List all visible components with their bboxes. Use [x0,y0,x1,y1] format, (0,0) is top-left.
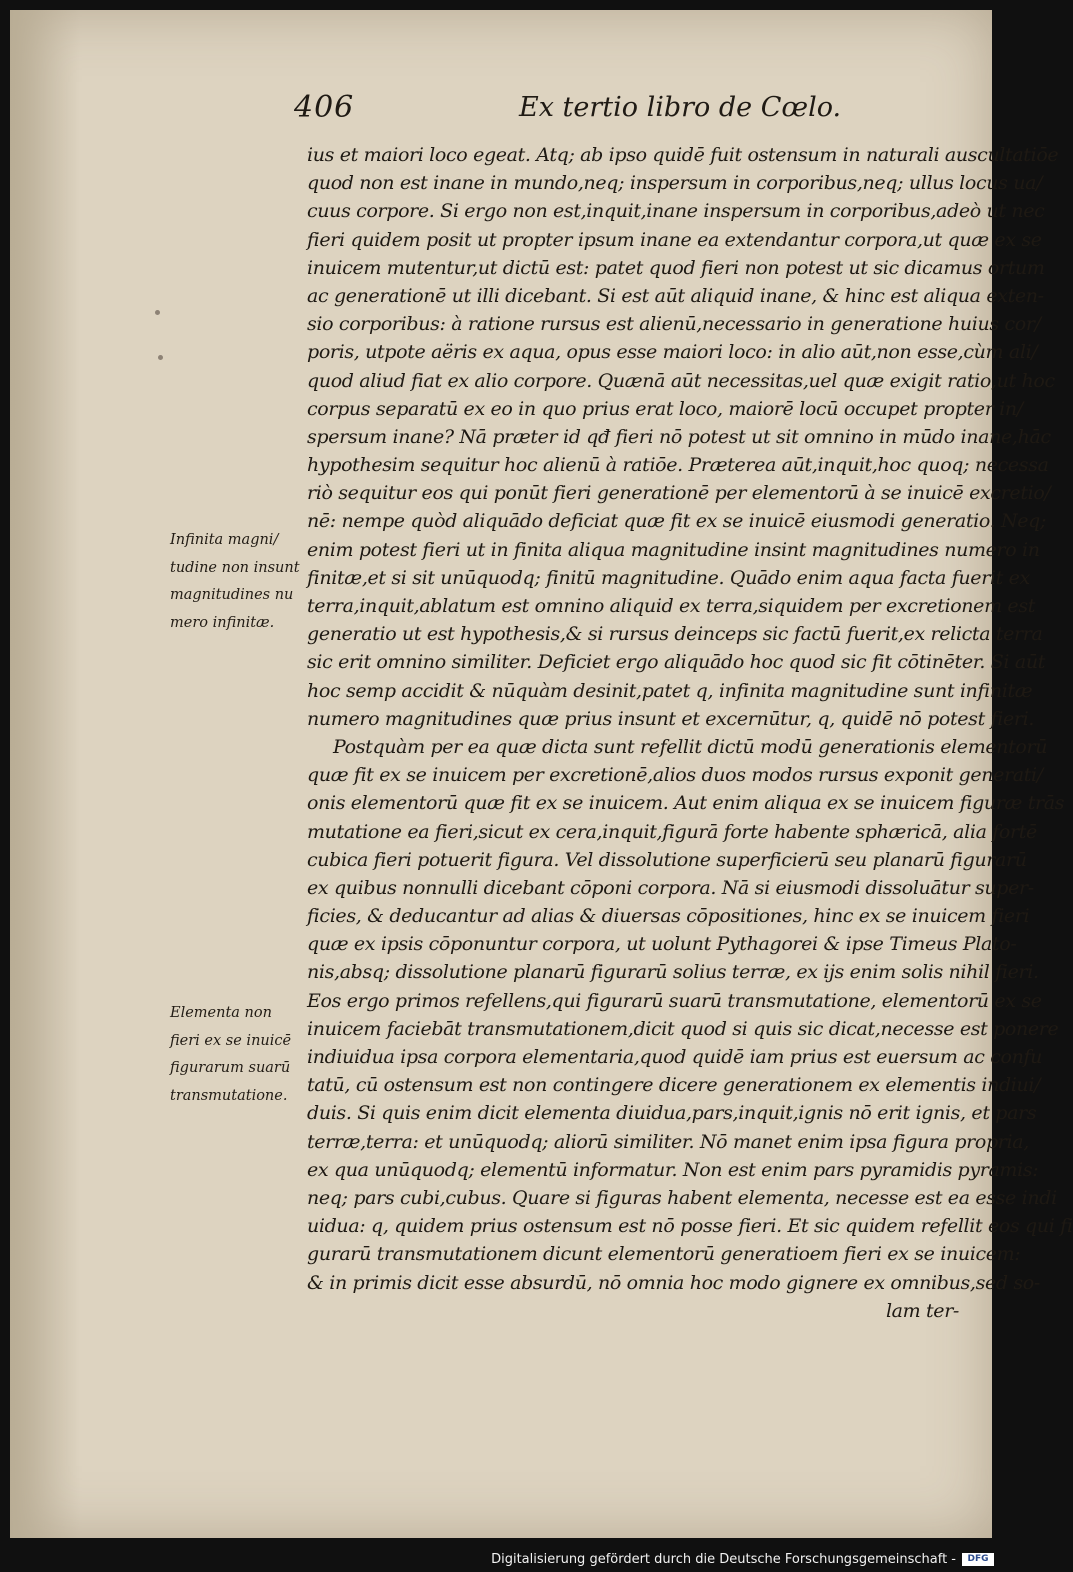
text-line: onis elementorū quæ fit ex se inuicem. Aut enim aliqua ex se inuicem figuræ trās [307,792,1065,815]
digitization-footer [0,1548,1000,1572]
body-text [307,141,1073,1325]
text-line: quæ ex ipsis cōponuntur corpora, ut uolunt Pythagorei & ipse Timeus Plato- [307,933,1017,956]
text-line: enim potest fieri ut in finita aliqua magnitudine insint magnitudines numero in [307,538,1040,561]
text-line: inuicem mutentur,ut dictū est: patet quod fieri non potest ut sic dicamus ortum [307,256,1045,279]
text-line: Eos ergo primos refellens,qui figurarū suarū transmutatione, elementorū ex se [307,989,1042,1012]
running-title: Ex tertio libro de Cœlo. [519,92,842,123]
text-line: duis. Si quis enim dicit elementa diuidua,pars,inquit,ignis nō erit ignis, et pars [307,1102,1037,1125]
text-line: inuicem faciebāt transmutationem,dicit quod si quis sic dicat,necesse est ponere [307,1017,1059,1040]
text-line: cuus corpore. Si ergo non est,inquit,inane inspersum in corporibus,adeò ut nec [307,200,1045,223]
text-line: fieri quidem posit ut propter ipsum inane ea extendantur corpora,ut quæ ex se [307,228,1042,251]
text-line: ex qua unūquodq; elementū informatur. Non est enim pars pyramidis pyramis: [307,1158,1039,1181]
page-number: 406 [294,90,355,125]
margin-note-line: Infinita magni/ [170,532,279,548]
text-line: quod non est inane in mundo,neq; inspersum in corporibus,neq; ullus locus ua/ [307,172,1043,195]
margin-note-line: tudine non insunt [170,559,300,576]
text-line: cubica fieri potuerit figura. Vel dissolutione superficierū seu planarū figurarū [307,848,1027,871]
text-line: terræ,terra: et unūquodq; aliorū similiter. Nō manet enim ipsa figura propria, [307,1130,1029,1153]
page-gutter-shadow [10,10,80,1538]
text-line: sio corporibus: à ratione rursus est alienū,necessario in generatione huius cor/ [307,313,1041,336]
text-line: numero magnitudines quæ prius insunt et excernūtur, q, quidē nō potest fieri. [307,707,1035,730]
margin-note-line: Elementa non [170,1005,272,1021]
paper-speck [158,355,163,360]
page-header [294,90,964,134]
catchword: lam ter- [885,1299,959,1322]
book-page [10,10,1073,1538]
text-line: nē: nempe quòd aliquādo deficiat quæ fit ex se inuicē eiusmodi generatio. Neq; [307,510,1047,533]
text-line: uidua: q, quidem prius ostensum est nō posse fieri. Et sic quidem refellit eos qui fi [307,1215,1073,1238]
text-line: tatū, cū ostensum est non contingere dicere generationem ex elementis indiui/ [307,1074,1041,1097]
margin-note-line: transmutatione. [170,1087,288,1104]
text-line: ac generationē ut illi dicebant. Si est aūt aliquid inane, & hinc est aliqua exten- [307,284,1044,307]
text-line: Postquàm per ea quæ dicta sunt refellit dictū modū generationis elementorū [333,735,1048,758]
text-line: & in primis dicit esse absurdū, nō omnia hoc modo gignere ex omnibus,sed so- [307,1271,1040,1294]
text-line: hypothesim sequitur hoc alienū à ratiōe. Præterea aūt,inquit,hoc quoq; necessa [307,454,1049,477]
text-line: terra,inquit,ablatum est omnino aliquid ex terra,siquidem per excretionem est [307,595,1036,617]
text-line: spersum inane? Nā præter id qđ fieri nō potest ut sit omnino in mūdo inane,hāc [307,425,1051,448]
dfg-logo: DFG [962,1553,994,1566]
footer-credit: Digitalisierung gefördert durch die Deutsche Forschungsgemeinschaft - [491,1552,956,1567]
margin-note-line: magnitudines nu [170,587,294,603]
text-line: hoc semp accidit & nūquàm desinit,patet q, infinita magnitudine sunt infinitæ [307,679,1033,702]
text-line: ius et maiori loco egeat. Atq; ab ipso quidē fuit ostensum in naturali auscultatiōe [307,144,1059,166]
text-line: poris, utpote aëris ex aqua, opus esse maiori loco: in alio aūt,non esse,cùm ali/ [307,341,1038,364]
margin-note-line: fieri ex se inuicē [170,1032,292,1049]
text-line: corpus separatū ex eo in quo prius erat loco, maiorē locū occupet propter in/ [307,397,1023,420]
text-line: ficies, & deducantur ad alias & diuersas cōpositiones, hinc ex se inuicem fieri [307,905,1030,928]
text-line: quæ fit ex se inuicem per excretionē,alios duos modos rursus exponit generati/ [307,764,1043,787]
text-line: riò sequitur eos qui ponūt fieri generationē per elementorū à se inuicē excretio/ [307,482,1051,505]
text-line: neq; pars cubi,cubus. Quare si figuras habent elementa, necesse est ea esse indi [307,1186,1057,1209]
text-line: quod aliud fiat ex alio corpore. Quænā aūt necessitas,uel quæ exigit ratio,ut hoc [307,369,1055,392]
margin-note-line: mero infinitæ. [170,614,275,631]
text-line: generatio ut est hypothesis,& si rursus deinceps sic factū fuerit,ex relicta terra [307,623,1043,646]
margin-note [170,527,300,637]
text-line: sic erit omnino similiter. Deficiet ergo aliquādo hoc quod sic fit cōtinēter. Si aūt [307,651,1045,674]
text-line: nis,absq; dissolutione planarū figurarū solius terræ, ex ijs enim solis nihil fieri. [307,961,1039,984]
margin-note [170,1000,300,1110]
text-line: gurarū transmutationem dicunt elementorū generatioem fieri ex se inuicem: [307,1243,1021,1266]
text-line: mutatione ea fieri,sicut ex cera,inquit,figurā forte habente sphæricā, alia fortē [307,820,1037,843]
text-line: ex quibus nonnulli dicebant cōponi corpora. Nā si eiusmodi dissoluātur super- [307,876,1034,899]
text-line: finitæ,et si sit unūquodq; finitū magnitudine. Quādo enim aqua facta fuerit ex [307,566,1030,589]
text-line: indiuidua ipsa corpora elementaria,quod quidē iam prius est euersum ac confu [307,1046,1043,1068]
margin-note-line: figurarum suarū [170,1060,291,1076]
paper-speck [155,310,160,315]
